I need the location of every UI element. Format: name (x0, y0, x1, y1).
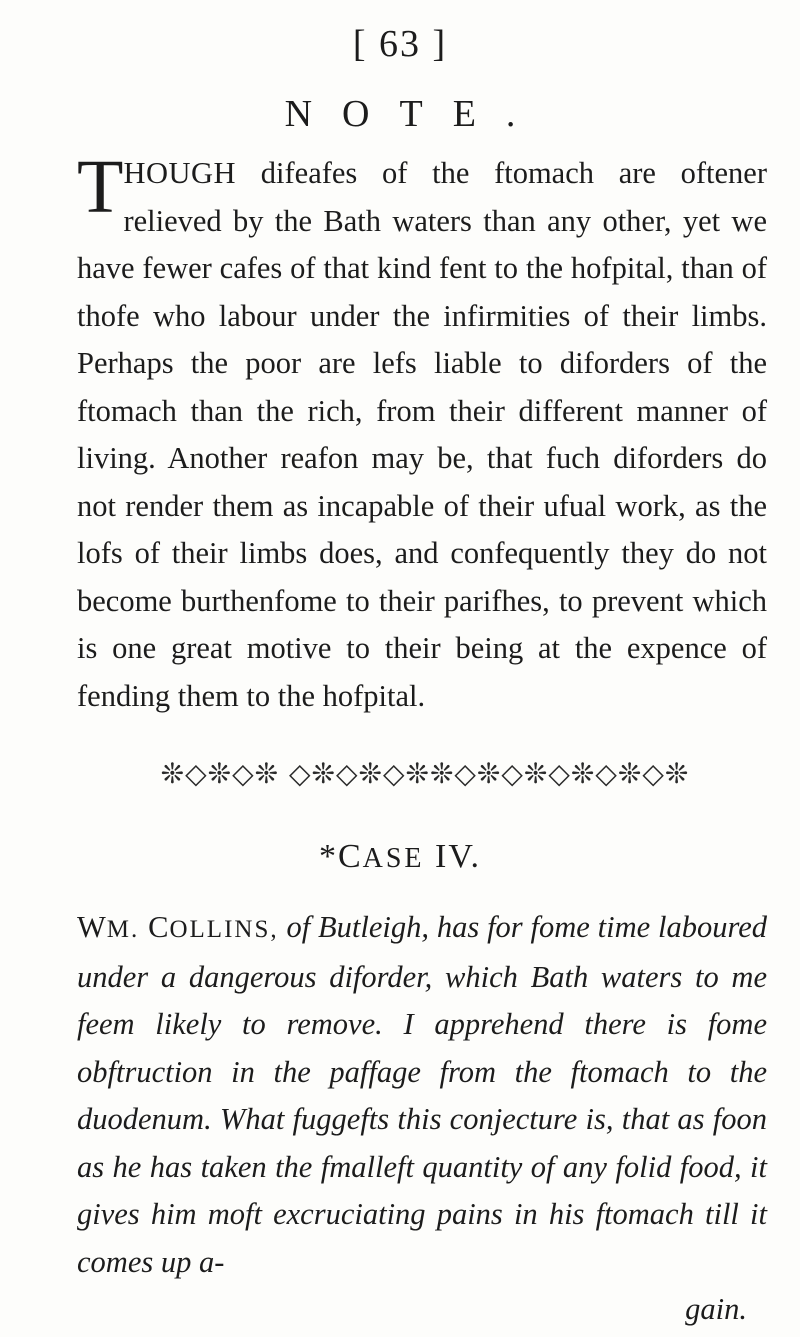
case-heading-word: ASE (362, 843, 425, 874)
note-heading: NOTE. (284, 93, 546, 135)
page-number: [ 63 ] (352, 23, 448, 65)
patient-name (77, 910, 279, 944)
patient-name-initial: W (77, 910, 107, 944)
note-paragraph (77, 145, 767, 720)
first-word: HOUGH (123, 156, 237, 190)
case-last-word: gain. (685, 1292, 747, 1326)
case-heading-initial: C (337, 838, 363, 875)
case-text: of Butleigh, has for fome time laboured under a dangerous diforder, which Bath waters to me feem likely to remove. I apprehend there is fome obftruction in the paffage from the ftomach to the duodenum. What fuggefts this conjecture is, that as foon as he has taken the fmalleft quantity of any folid food, it gives him moft excruciating pains in his ftomach till it comes up a- (77, 910, 768, 1279)
patient-surname-initial: C (148, 910, 170, 944)
case-paragraph (77, 904, 767, 1334)
drop-cap: T (77, 145, 124, 229)
case-heading (0, 838, 800, 876)
patient-surname-rest: OLLINS, (169, 916, 279, 943)
patient-name-first-rest: M. (106, 916, 140, 943)
note-text: difeafes of the ftomach are oftener relieved by the Bath waters than any other, yet we have fewer cafes of that kind fent to the hofpital, than of thofe who labour under the infirmities of their limbs. Perhaps the poor are lefs liable to diforders of the ftomach than the rich, from their different manner of living. Another reafon may be, that fuch diforders do not render them as incapable of their ufual work, as the lofs of their limbs does, and confequently they do not become burthenfome to their parifhes, to prevent which is one great motive to their being at the expence of fending them to the hofpital. (77, 156, 767, 713)
ornament-divider: ❊◇❊◇❊ ◇❊◇❊◇❊❊◇❊◇❊◇❊◇❊◇❊ (160, 757, 690, 790)
case-heading-mark: * (318, 838, 338, 875)
case-heading-number: IV. (424, 838, 482, 875)
